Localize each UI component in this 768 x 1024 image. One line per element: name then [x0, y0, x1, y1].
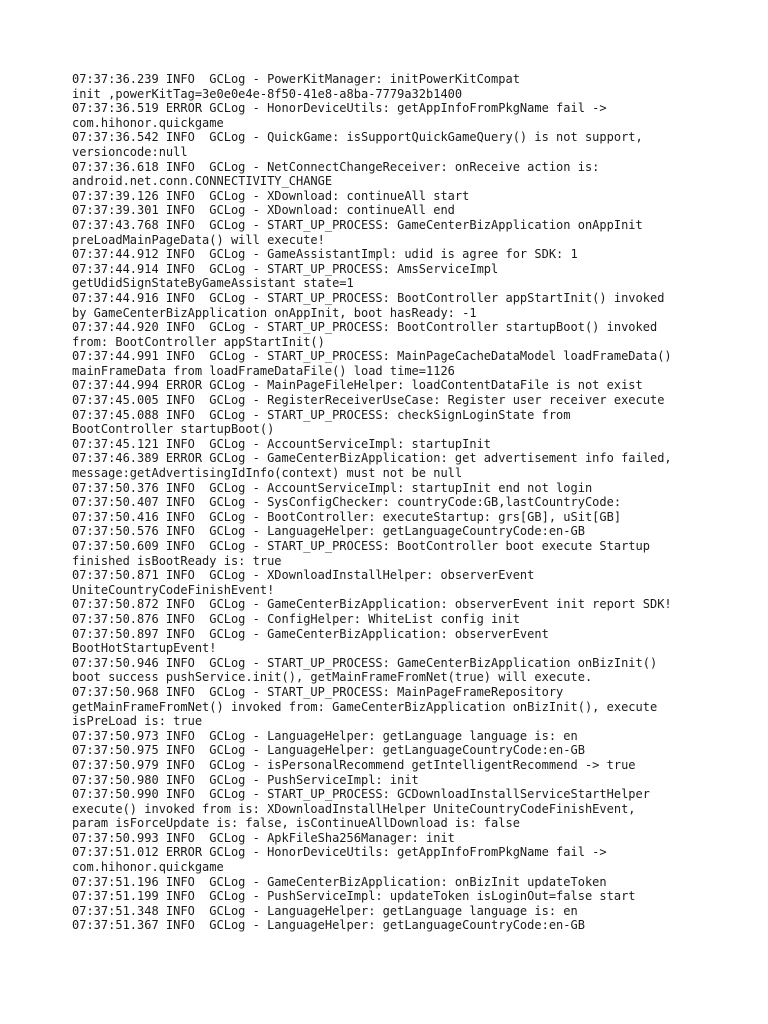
log-line: 07:37:50.979 INFO GCLog - isPersonalRecommend getIntelligentRecommend -> true: [72, 757, 636, 772]
log-line: init ,powerKitTag=3e0e0e4e-8f50-41e8-a8ba-7779a32b1400: [72, 86, 463, 101]
log-line: 07:37:50.993 INFO GCLog - ApkFileSha256Manager: init: [72, 830, 455, 845]
log-line: 07:37:44.991 INFO GCLog - START_UP_PROCESS: MainPageCacheDataModel loadFrameData(): [72, 349, 672, 364]
log-line: isPreLoad is: true: [72, 714, 203, 729]
log-line: getMainFrameFromNet() invoked from: GameCenterBizApplication onBizInit(), execute: [72, 699, 658, 714]
log-line: BootHotStartupEvent!: [72, 641, 217, 656]
log-line: 07:37:51.199 INFO GCLog - PushServiceImpl: updateToken isLoginOut=false start: [72, 889, 636, 904]
log-line: 07:37:50.980 INFO GCLog - PushServiceImpl: init: [72, 772, 419, 787]
log-line: 07:37:36.519 ERROR GCLog - HonorDeviceUtils: getAppInfoFromPkgName fail ->: [72, 101, 607, 116]
log-line: by GameCenterBizApplication onAppInit, boot hasReady: -1: [72, 305, 477, 320]
log-line: param isForceUpdate is: false, isContinueAllDownload is: false: [72, 816, 520, 831]
log-line: 07:37:44.916 INFO GCLog - START_UP_PROCESS: BootController appStartInit() invoked: [72, 290, 665, 305]
log-line: preLoadMainPageData() will execute!: [72, 232, 325, 247]
log-document: [72, 72, 732, 933]
log-line: boot success pushService.init(), getMainFrameFromNet(true) will execute.: [72, 670, 593, 685]
log-line: versioncode:null: [72, 144, 188, 159]
log-line: 07:37:51.367 INFO GCLog - LanguageHelper: getLanguageCountryCode:en-GB: [72, 918, 585, 933]
log-line: 07:37:44.914 INFO GCLog - START_UP_PROCESS: AmsServiceImpl: [72, 261, 499, 276]
log-line: 07:37:50.376 INFO GCLog - AccountServiceImpl: startupInit end not login: [72, 480, 593, 495]
log-line: BootController startupBoot(): [72, 422, 275, 437]
log-line: 07:37:50.576 INFO GCLog - LanguageHelper: getLanguageCountryCode:en-GB: [72, 524, 585, 539]
log-line: 07:37:45.088 INFO GCLog - START_UP_PROCESS: checkSignLoginState from: [72, 407, 571, 422]
log-line: 07:37:36.618 INFO GCLog - NetConnectChangeReceiver: onReceive action is:: [72, 159, 600, 174]
log-line: 07:37:50.946 INFO GCLog - START_UP_PROCESS: GameCenterBizApplication onBizInit(): [72, 655, 658, 670]
log-line: 07:37:50.897 INFO GCLog - GameCenterBizApplication: observerEvent: [72, 626, 549, 641]
log-line: 07:37:50.871 INFO GCLog - XDownloadInstallHelper: observerEvent: [72, 568, 535, 583]
log-line: android.net.conn.CONNECTIVITY_CHANGE: [72, 174, 333, 189]
log-line: 07:37:43.768 INFO GCLog - START_UP_PROCESS: GameCenterBizApplication onAppInit: [72, 217, 643, 232]
log-line: 07:37:51.196 INFO GCLog - GameCenterBizApplication: onBizInit updateToken: [72, 874, 607, 889]
log-line: 07:37:44.994 ERROR GCLog - MainPageFileHelper: loadContentDataFile is not exist: [72, 378, 643, 393]
log-line: 07:37:44.920 INFO GCLog - START_UP_PROCESS: BootController startupBoot() invoked: [72, 320, 658, 335]
log-line: 07:37:51.012 ERROR GCLog - HonorDeviceUtils: getAppInfoFromPkgName fail ->: [72, 845, 607, 860]
log-line: 07:37:50.968 INFO GCLog - START_UP_PROCESS: MainPageFrameRepository: [72, 684, 564, 699]
log-line: com.hihonor.quickgame: [72, 115, 224, 130]
log-line: 07:37:45.005 INFO GCLog - RegisterReceiverUseCase: Register user receiver execute: [72, 393, 665, 408]
log-line: 07:37:50.609 INFO GCLog - START_UP_PROCESS: BootController boot execute Startup: [72, 539, 650, 553]
log-line: 07:37:50.975 INFO GCLog - LanguageHelper: getLanguageCountryCode:en-GB: [72, 743, 585, 758]
log-line: 07:37:50.990 INFO GCLog - START_UP_PROCESS: GCDownloadInstallServiceStartHelper: [72, 787, 650, 802]
log-line: 07:37:44.912 INFO GCLog - GameAssistantImpl: udid is agree for SDK: 1: [72, 247, 578, 262]
log-line: 07:37:45.121 INFO GCLog - AccountServiceImpl: startupInit: [72, 436, 492, 451]
log-line: from: BootController appStartInit(): [72, 334, 325, 349]
log-line: 07:37:39.126 INFO GCLog - XDownload: continueAll start: [72, 188, 470, 203]
log-line: execute() invoked from is: XDownloadInstallHelper UniteCountryCodeFinishEvent,: [72, 801, 636, 816]
log-line: UniteCountryCodeFinishEvent!: [72, 582, 275, 597]
log-line: mainFrameData from loadFrameDataFile() load time=1126: [72, 363, 455, 378]
log-line: com.hihonor.quickgame: [72, 860, 224, 875]
log-line: 07:37:50.416 INFO GCLog - BootController: executeStartup: grs[GB], uSit[GB]: [72, 509, 622, 524]
log-line: 07:37:51.348 INFO GCLog - LanguageHelper: getLanguage language is: en: [72, 903, 578, 918]
log-line: 07:37:39.301 INFO GCLog - XDownload: continueAll end: [72, 203, 455, 218]
log-line: 07:37:50.876 INFO GCLog - ConfigHelper: WhiteList config init: [72, 611, 520, 626]
log-line: getUdidSignStateByGameAssistant state=1: [72, 276, 354, 291]
log-line: 07:37:46.389 ERROR GCLog - GameCenterBizApplication: get advertisement info failed,: [72, 451, 672, 466]
log-line: finished isBootReady is: true: [72, 553, 282, 568]
log-line: 07:37:36.239 INFO GCLog - PowerKitManager: initPowerKitCompat: [72, 72, 520, 86]
log-line: 07:37:36.542 INFO GCLog - QuickGame: isSupportQuickGameQuery() is not support,: [72, 130, 643, 145]
log-line: message:getAdvertisingIdInfo(context) must not be null: [72, 466, 463, 481]
log-line: 07:37:50.872 INFO GCLog - GameCenterBizApplication: observerEvent init report SDK!: [72, 597, 672, 612]
log-line: 07:37:50.973 INFO GCLog - LanguageHelper: getLanguage language is: en: [72, 728, 578, 743]
log-line: 07:37:50.407 INFO GCLog - SysConfigChecker: countryCode:GB,lastCountryCode:: [72, 495, 622, 510]
